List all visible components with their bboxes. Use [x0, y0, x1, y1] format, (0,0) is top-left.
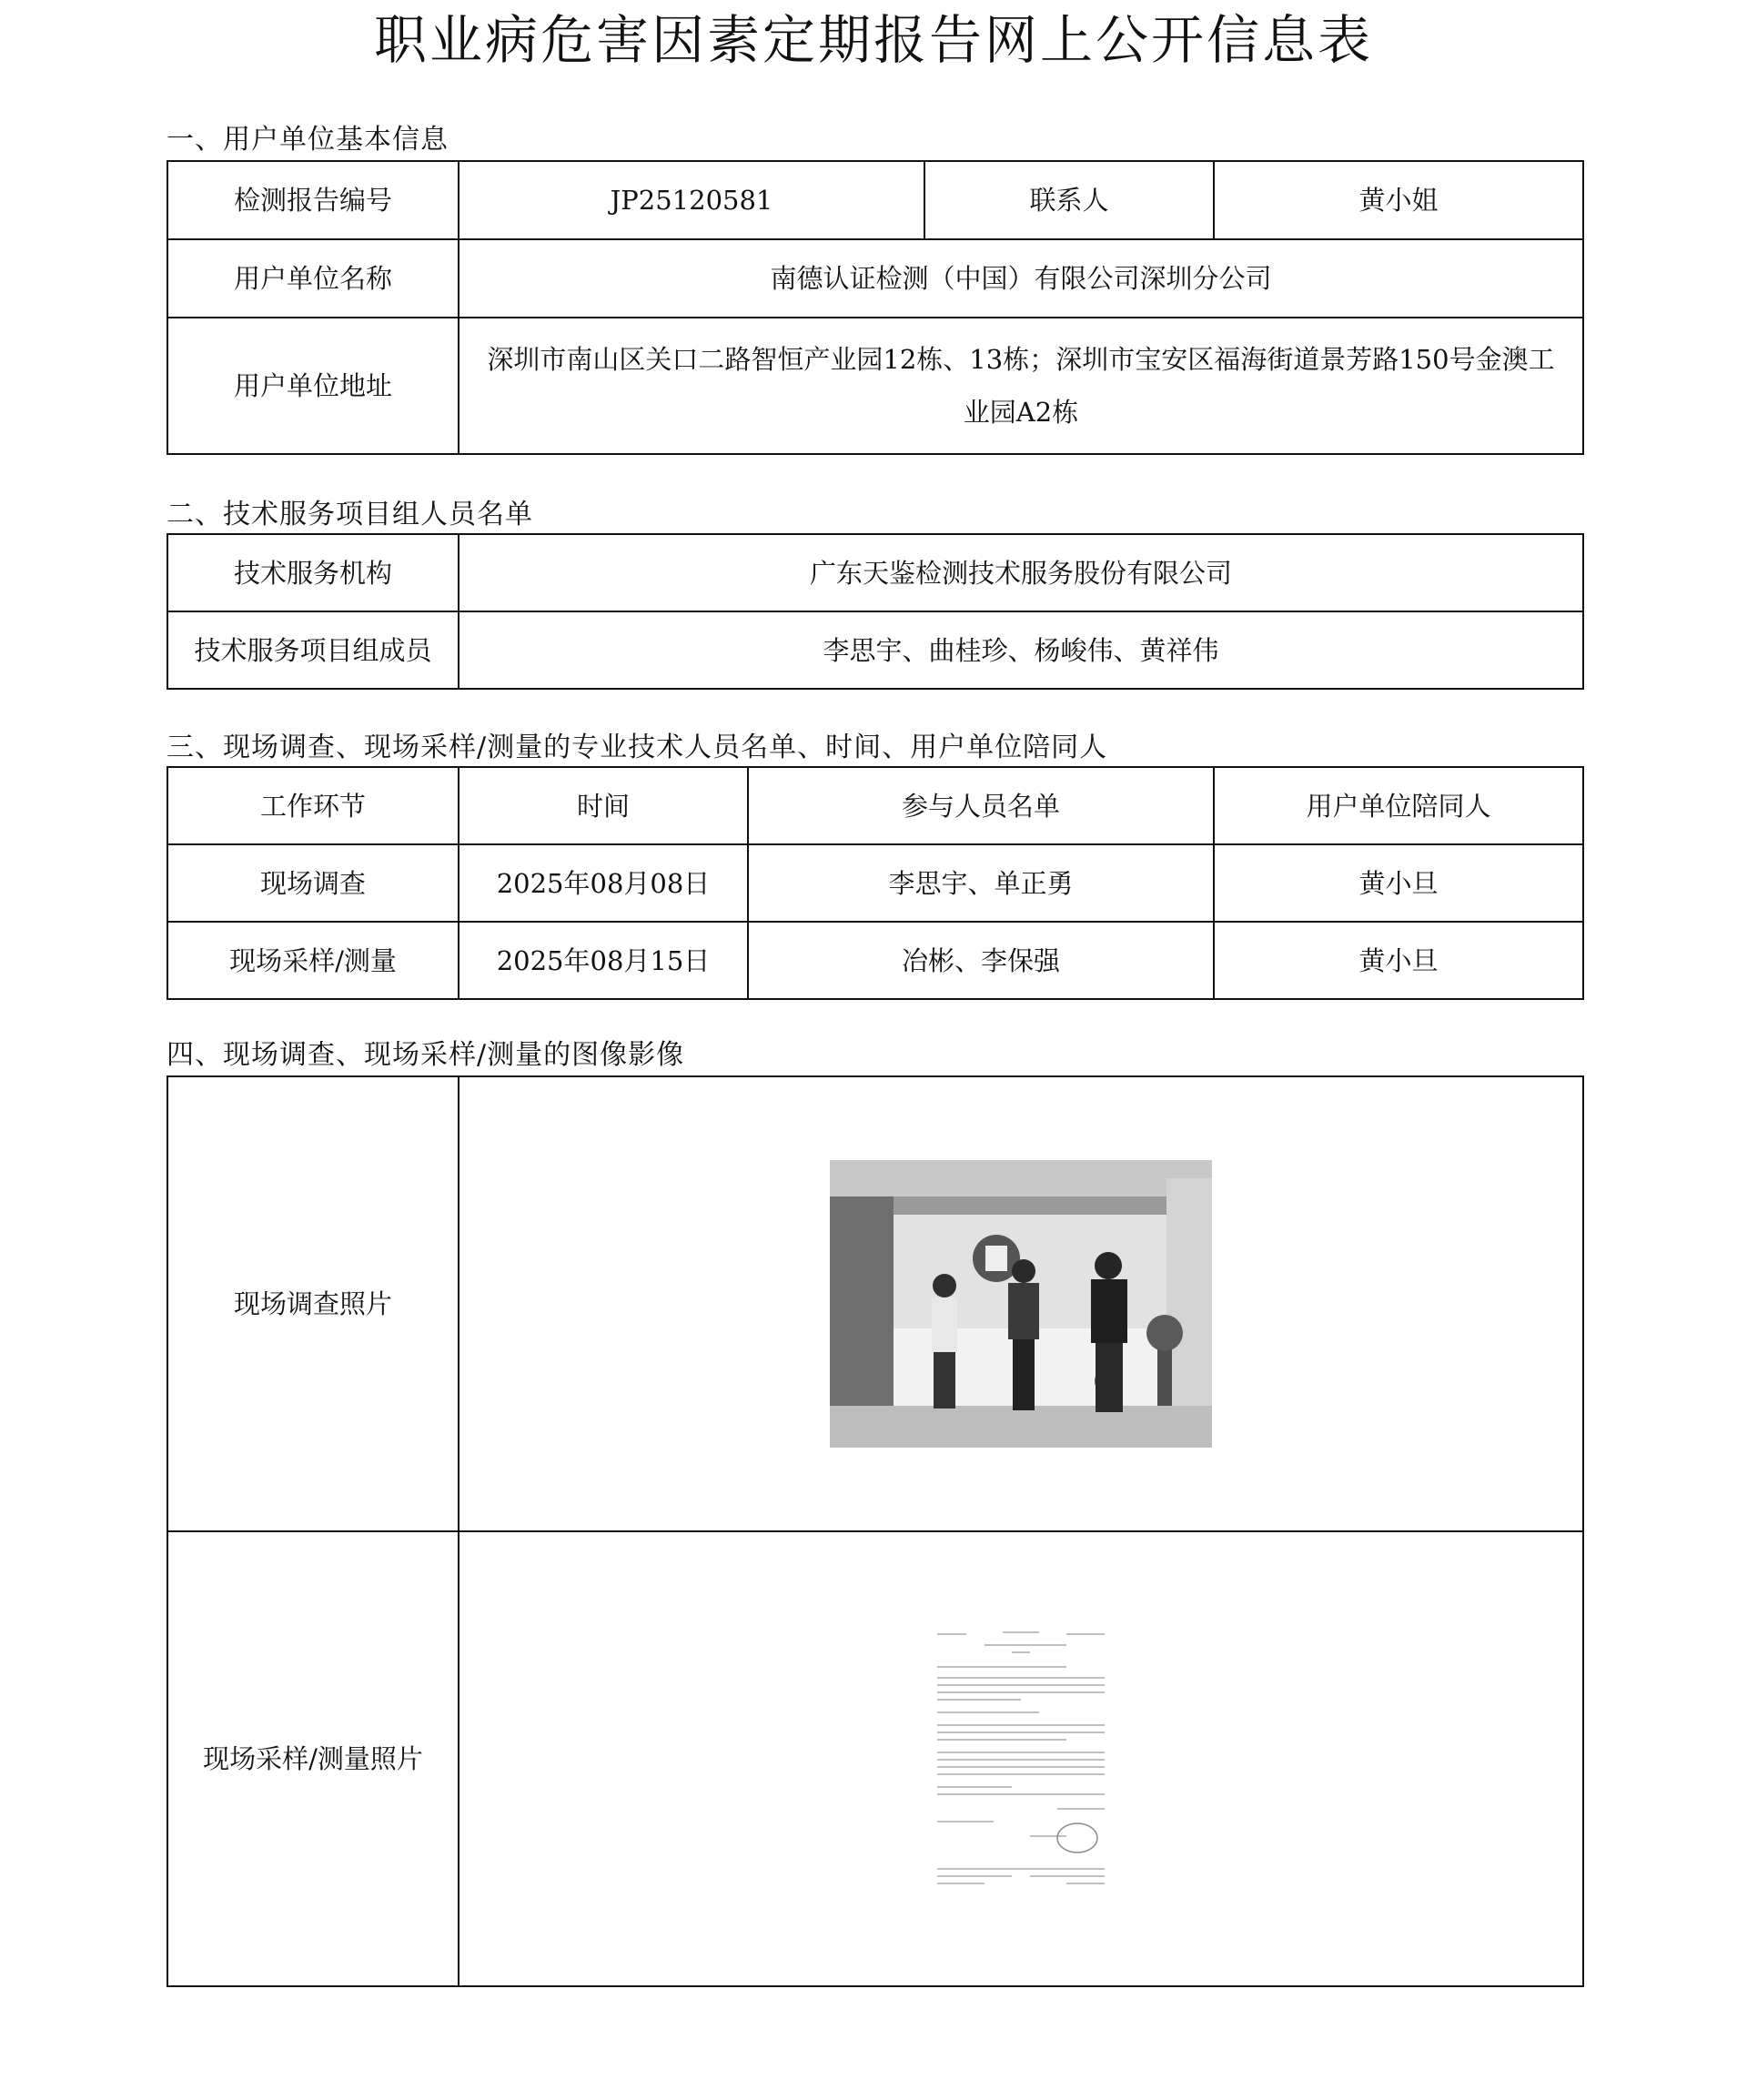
report-no-value: JP25120581: [459, 161, 924, 239]
members-label: 技术服务项目组成员: [167, 611, 459, 689]
section1-heading: 一、用户单位基本信息: [167, 124, 449, 156]
agency-value: 广东天鉴检测技术服务股份有限公司: [459, 534, 1583, 611]
unit-address-label: 用户单位地址: [167, 318, 459, 454]
section4-heading: 四、现场调查、现场采样/测量的图像影像: [167, 1039, 685, 1071]
images-table: [167, 1075, 1584, 1987]
section2-heading: 二、技术服务项目组人员名单: [167, 499, 533, 530]
section3-heading: 三、现场调查、现场采样/测量的专业技术人员名单、时间、用户单位陪同人: [167, 732, 1108, 763]
row-companion: 黄小旦: [1214, 844, 1583, 922]
row-companion: 黄小旦: [1214, 922, 1583, 999]
header-participants: 参与人员名单: [748, 767, 1214, 844]
survey-photo-label: 现场调查照片: [167, 1076, 459, 1531]
unit-name-value: 南德认证检测（中国）有限公司深圳分公司: [459, 239, 1583, 318]
header-time: 时间: [459, 767, 748, 844]
row-participants: 冶彬、李保强: [748, 922, 1214, 999]
sampling-document-image: [930, 1627, 1112, 1891]
personnel-table: [167, 766, 1584, 1000]
unit-name-label: 用户单位名称: [167, 239, 459, 318]
header-companion: 用户单位陪同人: [1214, 767, 1583, 844]
contact-value: 黄小姐: [1214, 161, 1583, 239]
sampling-photo-cell: [459, 1531, 1583, 1986]
agency-label: 技术服务机构: [167, 534, 459, 611]
survey-photo: [830, 1160, 1212, 1448]
tech-service-table: [167, 533, 1584, 690]
row-participants: 李思宇、单正勇: [748, 844, 1214, 922]
basic-info-table: [167, 160, 1584, 455]
row-time: 2025年08月15日: [459, 922, 748, 999]
contact-label: 联系人: [924, 161, 1214, 239]
header-stage: 工作环节: [167, 767, 459, 844]
report-no-label: 检测报告编号: [167, 161, 459, 239]
survey-photo-cell: [459, 1076, 1583, 1531]
row-stage: 现场采样/测量: [167, 922, 459, 999]
row-time: 2025年08月08日: [459, 844, 748, 922]
members-value: 李思宇、曲桂珍、杨峻伟、黄祥伟: [459, 611, 1583, 689]
unit-address-value: 深圳市南山区关口二路智恒产业园12栋、13栋；深圳市宝安区福海街道景芳路150号金澳工业园A2栋: [459, 318, 1583, 454]
sampling-photo-label: 现场采样/测量照片: [167, 1531, 459, 1986]
row-stage: 现场调查: [167, 844, 459, 922]
table-row: [167, 844, 1583, 922]
table-row: [167, 922, 1583, 999]
page-title: 职业病危害因素定期报告网上公开信息表: [373, 9, 1373, 71]
